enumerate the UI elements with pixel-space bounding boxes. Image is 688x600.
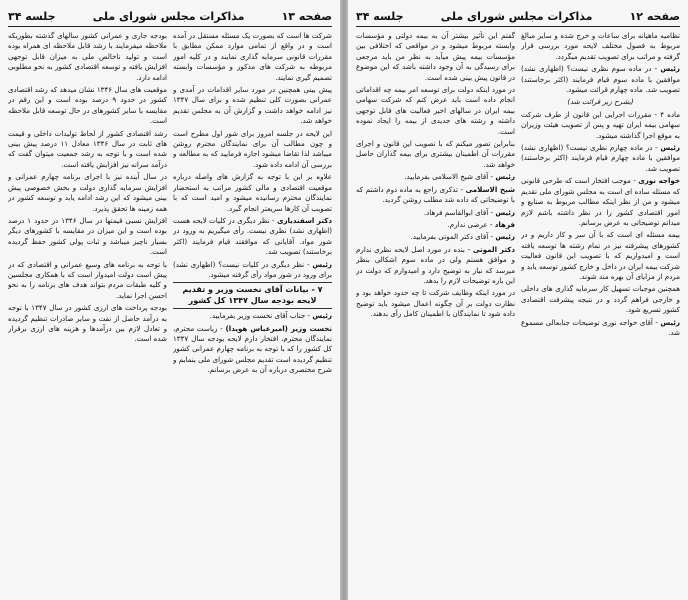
speaker-name: رئیس — [660, 143, 680, 153]
speaker-name: شیخ الاسلامی — [465, 184, 515, 194]
speaker-paragraph — [356, 172, 515, 182]
right-session-label: جلسه ۳۴ — [356, 9, 404, 23]
speech-text: آقای شیخ الاسلامی بفرمایید. — [404, 172, 489, 182]
speaker-name: دکتر الموتی — [472, 244, 515, 254]
body-paragraph: رشد اقتصادی کشور از لحاظ تولیدات داخلی و قیمت های ثابت در سال ۱۳۴۶ معادل ۱۱ درصد پیش بینی شده است و با توجه به رشد جمعیت میتوان گفت که درآمد سرانه نیز افزایش یافته است. — [8, 128, 167, 169]
speaker-separator: - — [305, 311, 313, 321]
speaker-paragraph — [521, 64, 680, 95]
speaker-separator: - — [651, 64, 661, 74]
speech-text: موجب افتخار است که طرحی قانونی که مسئله ساده ای است به مجلس شورای ملی تقدیم میشود و من از نظر اینکه مطالب مربوط به صنایع و امور اقتصادی کشور را در نظر داشته باشم لازم میدانم توضیحاتی به عرض برسانم. — [521, 176, 680, 227]
body-paragraph: بیمه مسئله ای است که با آن سر و کار داریم و در کشورهای پیشرفته نیز در تمام رشته ها توسعه یافته است و امیدواریم که با تصویب این قانون فعالیت شرکت بیمه ایران در داخل و خارج کشور توسعه یابد و مردم از مزایای آن بهره مند شوند. — [521, 230, 680, 281]
speech-text: عرضی ندارم. — [447, 219, 488, 229]
body-paragraph: با توجه به برنامه های وسیع عمرانی و اقتصادی که در پیش است دولت امیدوار است که با همکاری مجلسین و کلیه طبقات مردم بتواند هدف های برنامه را به نحو احسن اجرا نماید. — [8, 259, 167, 300]
speaker-name: نخست وزیر (امیرعباس هویدا) — [225, 323, 332, 333]
right-page — [348, 0, 688, 600]
left-session-label: جلسه ۳۴ — [8, 9, 56, 23]
left-page-label: صفحه ۱۳ — [281, 9, 332, 23]
speaker-paragraph — [173, 216, 332, 258]
right-page-label: صفحه ۱۲ — [629, 9, 680, 23]
speech-text: تذکری راجع به ماده دوم داشتم که با توضیحاتی که داده شد مطلب روشن گردید. — [356, 184, 515, 205]
body-paragraph: در سال آینده نیز با اجرای برنامه چهارم عمرانی و افزایش سرمایه گذاری دولت و بخش خصوصی پیش بینی میشود که این رشد ادامه یابد و توسعه کشور در همه زمینه ها تحقق پذیرد. — [8, 172, 167, 213]
speaker-separator: - — [652, 317, 661, 327]
body-paragraph: در مورد اینکه دولت برای توسعه امر بیمه چه اقداماتی انجام داده است باید عرض کنم که شرکت سهامی بیمه ایران در سالهای اخیر فعالیت های قابل توجهی داشته و رشته های جدیدی از بیمه را ایجاد نموده است. — [356, 85, 515, 136]
body-paragraph: در مورد اینکه وظایف شرکت تا چه حدود خواهد بود و نظارت دولت بر آن چگونه اعمال میشود باید توضیح داده شود تا نمایندگان با اطمینان کامل رأی بدهند. — [356, 288, 515, 319]
speaker-name: رئیس — [495, 172, 515, 182]
speaker-paragraph — [173, 311, 332, 321]
left-page-columns — [8, 31, 332, 591]
speech-text: نظر دیگری در کلیات لایحه هست (اظهاری نشد) نظری نیست. رأی میگیریم به ورود در شور مواد. آقایانی که موافقند قیام فرمایند (اکثر برخاستند) تصویب شد. — [173, 215, 332, 257]
body-paragraph: این لایحه در جلسه امروز برای شور اول مطرح است و چون مطالب آن برای نمایندگان محترم روشن میباشد لذا تقاضا میشود اجازه فرمایید که به مطالعه و بررسی آن ادامه داده شود. — [173, 128, 332, 169]
body-paragraph: ماده ۴ - مقررات اجرایی این قانون از طرف شرکت سهامی بیمه ایران تهیه و پس از تصویب هیئت وزیران به موقع اجرا گذاشته میشود. — [521, 109, 680, 140]
speaker-separator: - — [488, 207, 496, 217]
book-gutter — [340, 0, 348, 600]
right-running-title: مذاکرات مجلس شورای ملی — [440, 9, 593, 23]
speech-text: جناب آقای نخست وزیر بفرمایید. — [209, 311, 306, 321]
speaker-paragraph — [521, 318, 680, 339]
speaker-separator: - — [488, 172, 496, 182]
speaker-separator: - — [630, 176, 639, 186]
speaker-paragraph — [356, 208, 515, 218]
body-paragraph: بودجه پرداخت های ارزی کشور در سال ۱۳۴۷ با توجه به درآمد حاصل از نفت و سایر صادرات تنظیم گردیده و تعادل لازم بین درآمدها و هزینه های ارزی برقرار شده است. — [8, 303, 167, 344]
right-page-columns — [356, 31, 680, 591]
speech-text: آقای دکتر الموتی بفرمایید. — [410, 232, 489, 242]
speaker-name: رئیس — [660, 64, 680, 74]
speaker-name: رئیس — [312, 311, 332, 321]
speech-text: در ماده سوم نظری نیست؟ (اظهاری نشد) موافقین با ماده سوم قیام فرمایند (اکثر برخاستند) تصویب شد. ماده چهارم قرائت میشود. — [521, 64, 680, 95]
body-paragraph: موقعیت های سال ۱۳۴۶ نشان میدهد که رشد اقتصادی کشور در حدود ۹ درصد بوده است و این رقم در مقایسه با سایر کشورهای در حال توسعه قابل ملاحظه است. — [8, 85, 167, 126]
body-paragraph: شرکت ها است که بصورت یک مسئله مستقل در آمده است و در واقع از تمامی موارد ممکن مطابق با مقررات قانونی سرمایه گذاری نمایند و در کلیه امور مربوطه به شرکت های مذکور و مؤسسات وابسته تصمیم گیری نمایند. — [173, 31, 332, 82]
left-page-header — [8, 6, 332, 27]
speaker-paragraph — [356, 220, 515, 230]
left-running-title: مذاکرات مجلس شورای ملی — [92, 9, 245, 23]
speech-text: آقای ابوالقاسم فرهاد. — [423, 207, 489, 217]
speaker-separator: - — [488, 232, 496, 242]
speaker-name: رئیس — [495, 232, 515, 242]
speaker-name: فرهاد — [494, 219, 515, 229]
speaker-name: رئیس — [660, 317, 680, 327]
speech-text: نظر دیگری در کلیات نیست؟ (اظهاری نشد) برای ورود در شور مواد رأی گرفته میشود. — [173, 259, 332, 279]
speaker-paragraph — [521, 176, 680, 228]
speaker-separator: - — [217, 323, 226, 333]
right-page-col-left — [356, 31, 515, 591]
speaker-separator: - — [464, 244, 473, 254]
speaker-name: رئیس — [495, 207, 515, 217]
stage-note: (بشرح زیر قرائت شد) — [567, 97, 634, 107]
speaker-separator: - — [652, 143, 661, 153]
body-paragraph: افزایش نسبی قیمتها در سال ۱۳۴۶ در حدود ۱ درصد بوده است و این میزان در مقایسه با کشورهای دیگر بسیار ناچیز میباشد و ثبات پولی کشور حفظ گردیده است. — [8, 215, 167, 257]
body-paragraph: علاوه بر این با توجه به گزارش های واصله درباره موقعیت اقتصادی و مالی کشور مراتب به استحضار نمایندگان محترم رسانیده میشود و امید است که با تصویب آن کارها سریعتر انجام گیرد. — [173, 172, 332, 213]
speaker-separator: - — [304, 259, 313, 269]
speaker-separator: - — [269, 215, 277, 225]
speaker-paragraph — [173, 324, 332, 376]
body-paragraph: بنابراین تصور میکنم که با تصویب این قانون و اجرای مقررات آن اطمینان بیشتری برای بیمه گذاران حاصل خواهد شد. — [356, 139, 515, 169]
speaker-paragraph — [521, 143, 680, 174]
speaker-separator: - — [457, 184, 466, 194]
speaker-name: رئیس — [312, 259, 332, 269]
speech-text: ریاست محترم، نمایندگان محترم، افتخار دارم لایحه بودجه سال ۱۳۴۷ کل کشور را که با توجه به برنامه چهارم عمرانی کشور تنظیم گردیده است تقدیم مجلس شورای ملی بنمایم و شرح مختصری درباره آن به عرض برسانم. — [173, 323, 332, 375]
speech-text: آقای خواجه نوری توضیحات جنابعالی مسموع شد. — [521, 317, 680, 337]
section-heading: ۷ - بیانات آقای نخست وزیر و تقدیم لایحه بودجه سال ۱۳۴۷ کل کشور — [173, 282, 332, 309]
speaker-name: خواجه نوری — [638, 176, 680, 186]
body-paragraph: بودجه جاری و عمرانی کشور سالهای گذشته بطوریکه ملاحظه میفرمایند با رشد قابل ملاحظه ای همراه بوده است و تولید ناخالص ملی به میزان قابل توجهی افزایش یافته و توسعه اقتصادی کشور به نحو مطلوبی ادامه دارد. — [8, 31, 167, 82]
speech-text: بنده در مورد اصل لایحه نظری ندارم و موافق هستم ولی در ماده سوم اشکالی بنظر میرسد که نیاز به توضیح دارد و امیدوارم که دولت در این باره توضیحات لازم را بدهد. — [356, 244, 515, 285]
right-page-col-right — [521, 31, 680, 591]
speaker-paragraph — [173, 260, 332, 281]
body-paragraph: پیش بینی همچنین در مورد سایر اقدامات در آمدی و عمرانی بصورت کلی تنظیم شده و برای سال ۱۳۴۷ نیز ادامه خواهد داشت و گزارش آن به مجلس تقدیم خواهد شد. — [173, 85, 332, 126]
body-paragraph: نظامیه ماهیانه برای ساعات و خرج شده و سایر مبالغ مربوط به فصول مختلف لایحه مورد بررسی قرار گرفته و مراتب برای تصویب تقدیم میگردد. — [521, 31, 680, 61]
left-page-col-left — [8, 31, 167, 591]
speech-text: در ماده چهارم نظری نیست؟ (اظهاری نشد) موافقین با ماده چهارم قیام فرمایند (اکثر برخاستند) تصویب شد. — [521, 143, 680, 173]
body-paragraph: همچنین موجبات تسهیل کار سرمایه گذاری های داخلی و خارجی فراهم گردد و در نتیجه پیشرفت اقتصادی کشور تسریع شود. — [521, 284, 680, 315]
speaker-name: دکتر اسفندیاری — [276, 215, 332, 225]
speaker-paragraph — [356, 245, 515, 287]
left-page-col-right — [173, 31, 332, 591]
left-page — [0, 0, 340, 600]
right-page-header — [356, 6, 680, 27]
speaker-separator: - — [487, 219, 495, 229]
body-paragraph: گفتم این تأثیر بیشتر آن به بیمه دولتی و مؤسسات وابسته مربوط میشود و در مواقعی که اختلافی بین مؤسسات بیمه پیش میآید به نظر من باید مرجعی برای رسیدگی به آن وجود داشته باشد که این موضوع در قانون پیش بینی شده است. — [356, 31, 515, 82]
speaker-paragraph — [356, 232, 515, 242]
speaker-paragraph — [356, 185, 515, 206]
